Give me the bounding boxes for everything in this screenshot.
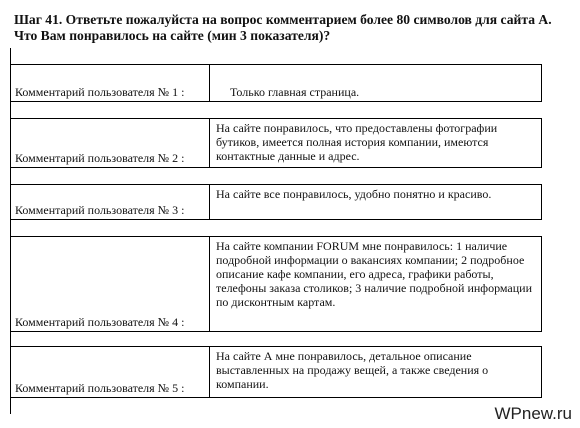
comment-row-1	[10, 64, 542, 102]
comment-text: На сайте А мне понравилось, детальное описание выставленных на продажу вещей, а также сведения о компании.	[216, 349, 489, 391]
comment-label: Комментарий пользователя № 1 :	[11, 65, 210, 101]
comment-text: Только главная страница.	[230, 85, 360, 99]
comment-text: На сайте все понравилось, удобно понятно и красиво.	[216, 187, 492, 201]
site-watermark: WPnew.ru	[494, 404, 572, 423]
comment-label: Комментарий пользователя № 5 :	[11, 347, 210, 397]
comment-label: Комментарий пользователя № 4 :	[11, 237, 210, 331]
comment-row-4	[10, 236, 542, 332]
comment-row-5	[10, 346, 542, 398]
question-heading: Шаг 41. Ответьте пожалуйста на вопрос комментарием более 80 символов для сайта А. Что Вам понравилось на сайте (мин 3 показателя)?	[14, 12, 552, 43]
comment-label: Комментарий пользователя № 3 :	[11, 185, 210, 219]
comment-row-3	[10, 184, 542, 220]
comment-text: На сайте понравилось, что предоставлены фотографии бутиков, имеется полная история компании, имеются контактные данные и адрес.	[216, 121, 498, 163]
comment-row-2	[10, 118, 542, 168]
comment-label: Комментарий пользователя № 2 :	[11, 119, 210, 167]
comment-text: На сайте компании FORUM мне понравилось: 1 наличие подробной информации о вакансиях компании; 2 подробное описание кафе компании, его адреса, графики работы, телефоны заказа столиков; 3 наличие подробной информации по дисконтным картам.	[216, 239, 533, 309]
